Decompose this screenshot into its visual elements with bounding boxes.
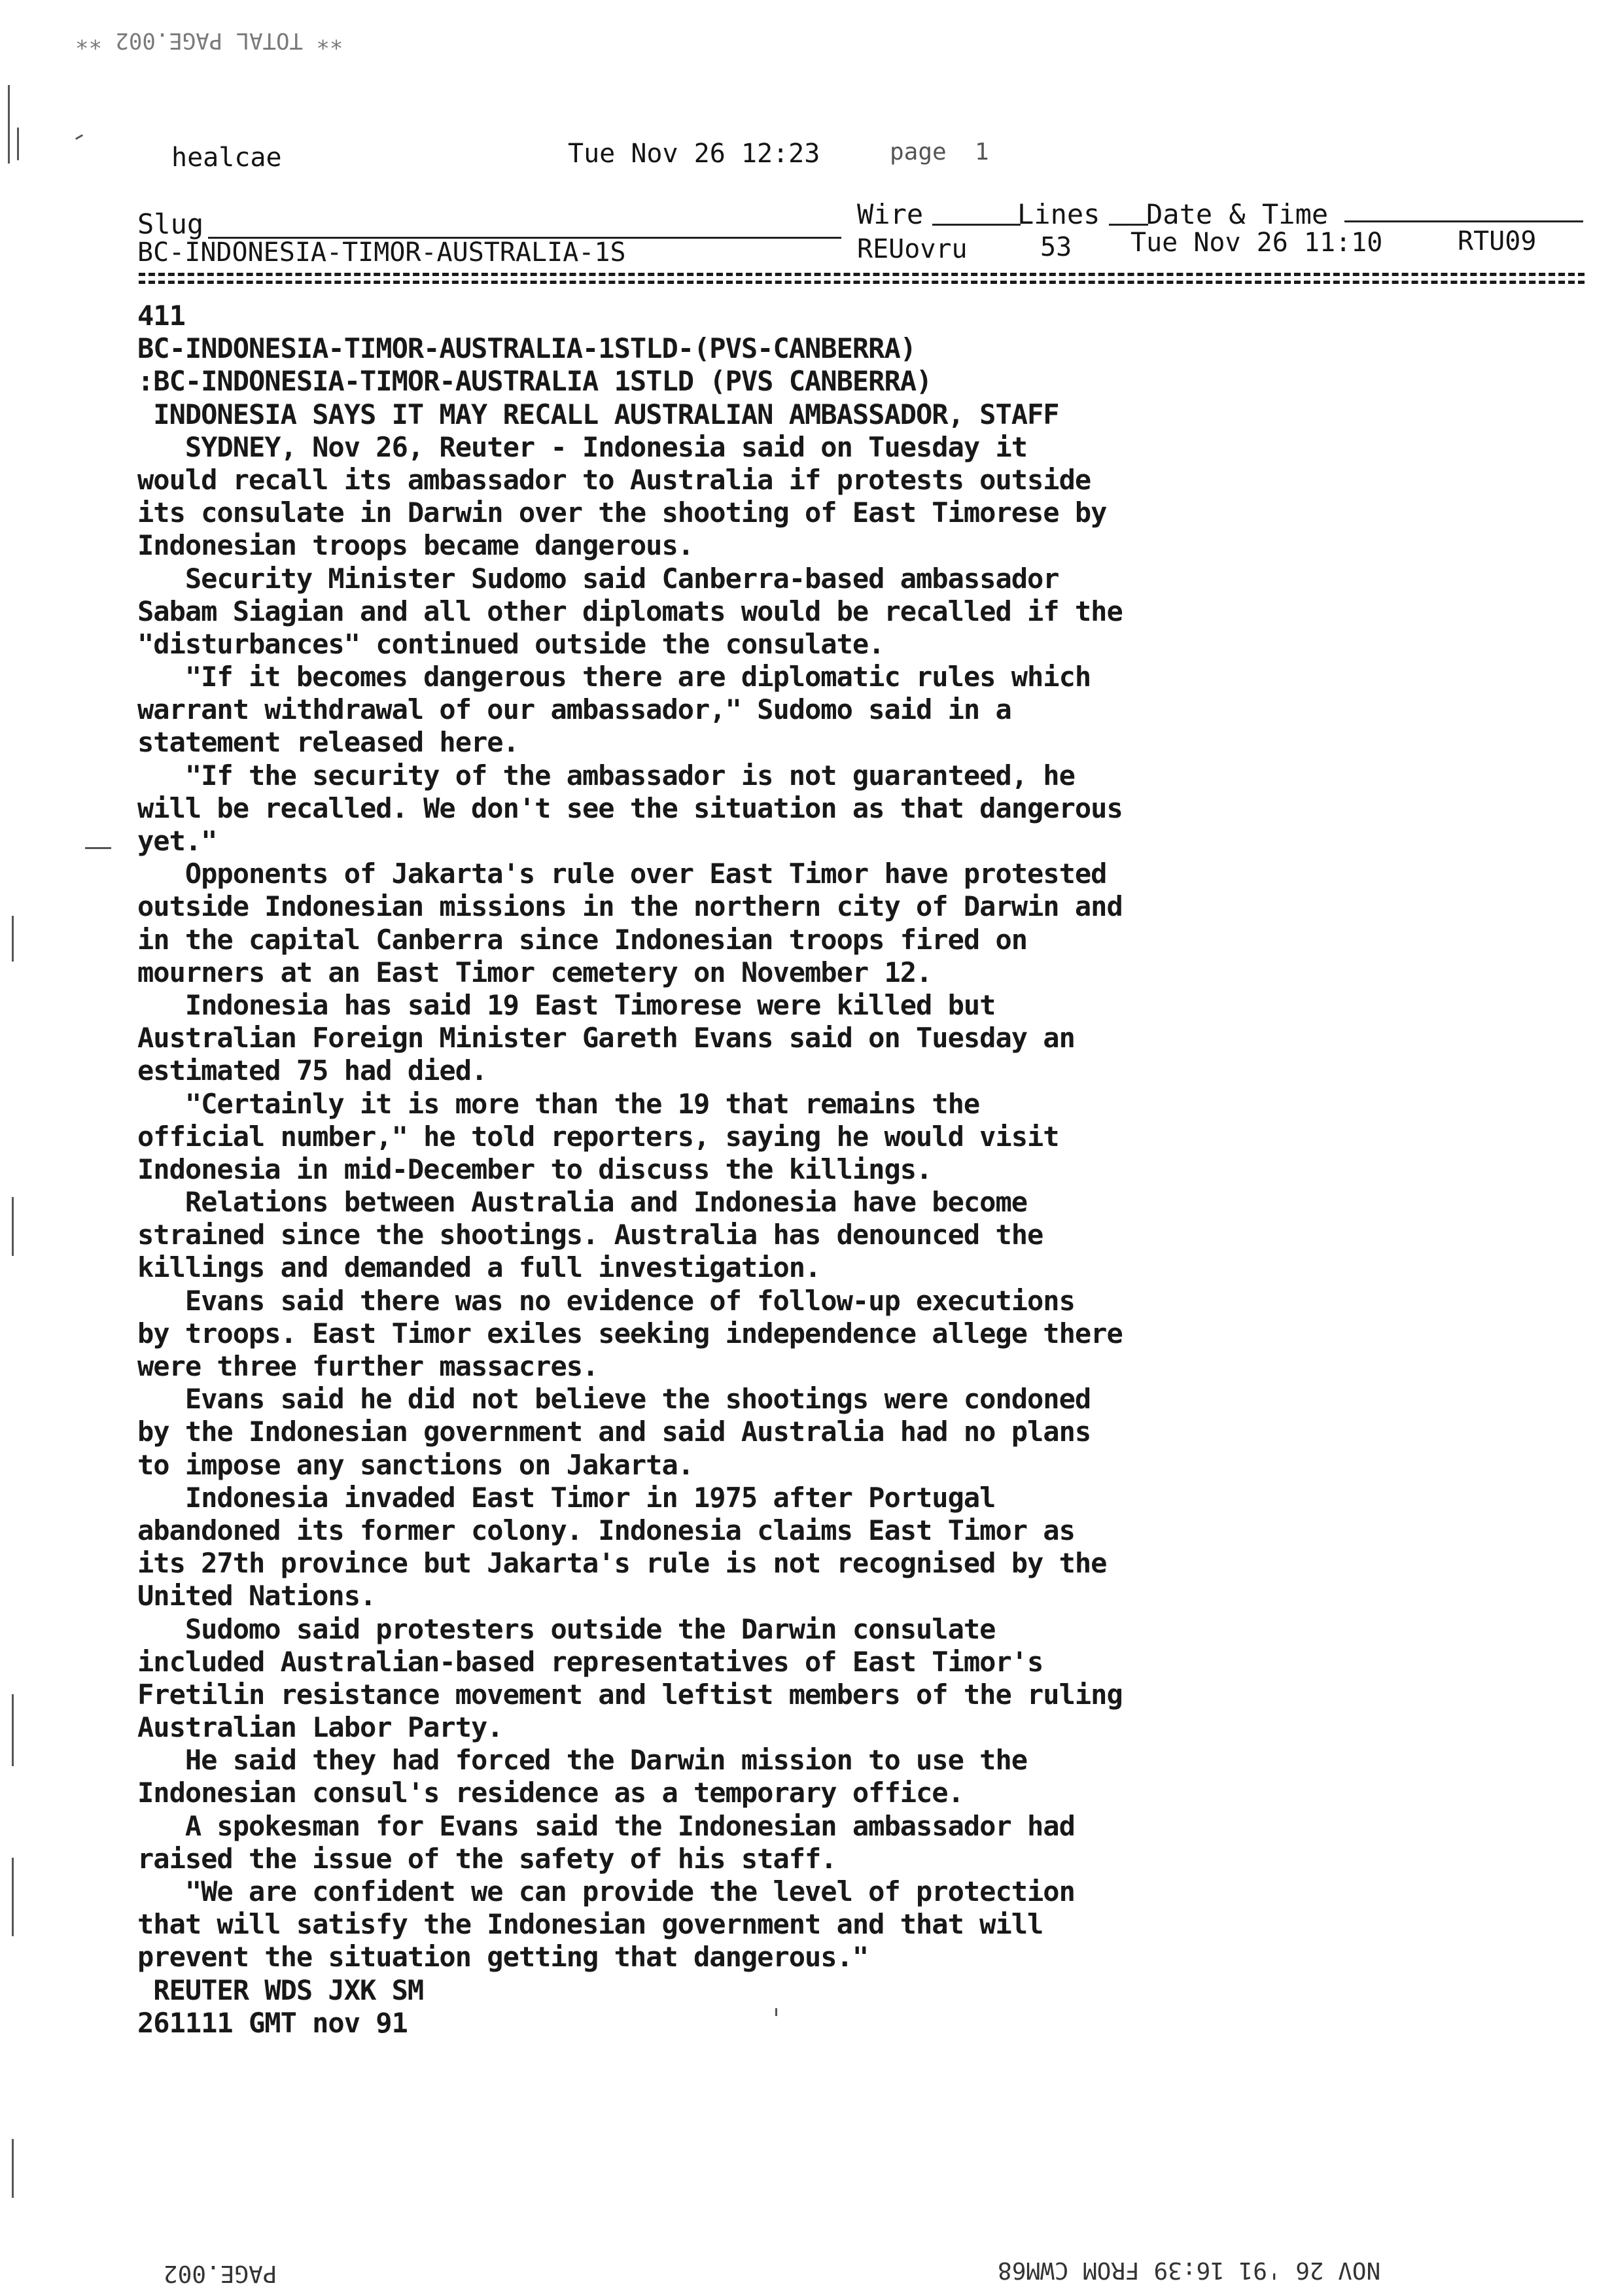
fax-scan-mark [12, 1197, 14, 1256]
story-line: Sabam Siagian and all other diplomats would be recalled if the [137, 595, 1123, 627]
header-divider-top [139, 273, 1585, 276]
fax-scan-mark [12, 2139, 14, 2198]
wire-value: REUovru [857, 234, 968, 264]
print-page-label: page 1 [890, 139, 989, 165]
story-line: estimated 75 had died. [137, 1054, 487, 1087]
fax-total-page-stamp: ** TOTAL PAGE.002 ** [75, 27, 343, 54]
story-line: INDONESIA SAYS IT MAY RECALL AUSTRALIAN AMBASSADOR, STAFF [137, 398, 1059, 430]
story-line: Opponents of Jakarta's rule over East Timor have protested [137, 858, 1107, 890]
story-line: 261111 GMT nov 91 [137, 2006, 408, 2039]
story-line: "disturbances" continued outside the consulate. [137, 627, 885, 660]
fax-scan-mark [775, 2008, 777, 2016]
story-line: included Australian-based representatives of East Timor's [137, 1645, 1043, 1678]
story-line: :BC-INDONESIA-TIMOR-AUSTRALIA 1STLD (PVS CANBERRA) [137, 365, 932, 398]
story-line: official number," he told reporters, saying he would visit [137, 1120, 1059, 1153]
story-line: Australian Foreign Minister Gareth Evans said on Tuesday an [137, 1022, 1075, 1054]
story-line: REUTER WDS JXK SM [137, 1974, 424, 2006]
story-line: warrant withdrawal of our ambassador," Sudomo said in a [137, 693, 1011, 726]
wire-header: Wire [857, 198, 924, 230]
story-line: yet." [137, 825, 217, 857]
story-line: raised the issue of the safety of his staff. [137, 1842, 837, 1875]
lines-underline [1109, 224, 1148, 226]
story-line: killings and demanded a full investigation. [137, 1251, 821, 1284]
fax-scan-mark [12, 1858, 14, 1936]
fax-scan-mark [75, 134, 83, 140]
story-line: to impose any sanctions on Jakarta. [137, 1448, 694, 1481]
fax-scan-mark [12, 1694, 14, 1766]
story-line: Indonesia in mid-December to discuss the killings. [137, 1153, 932, 1185]
story-line: will be recalled. We don't see the situation as that dangerous [137, 791, 1123, 824]
story-line: Sudomo said protesters outside the Darwin consulate [137, 1612, 996, 1645]
story-line: Indonesia invaded East Timor in 1975 after Portugal [137, 1481, 996, 1514]
story-line: mourners at an East Timor cemetery on November 12. [137, 956, 932, 988]
story-line: abandoned its former colony. Indonesia claims East Timor as [137, 1514, 1075, 1546]
story-line: United Nations. [137, 1580, 376, 1612]
story-line: BC-INDONESIA-TIMOR-AUSTRALIA-1STLD-(PVS-CANBERRA) [137, 332, 917, 365]
lines-value: 53 [1040, 232, 1072, 262]
story-line: Indonesian consul's residence as a temporary office. [137, 1777, 964, 1809]
fax-scan-mark [17, 128, 19, 160]
print-timestamp: Tue Nov 26 12:23 [568, 139, 820, 169]
story-line: Relations between Australia and Indonesia have become [137, 1186, 1028, 1219]
story-line: outside Indonesian missions in the northern city of Darwin and [137, 890, 1123, 923]
fax-page-number-stamp: PAGE.002 [164, 2260, 277, 2287]
story-line: that will satisfy the Indonesian government and that will [137, 1908, 1043, 1941]
story-line: Indonesian troops became dangerous. [137, 529, 694, 562]
lines-header: Lines [1017, 198, 1100, 230]
fax-transmission-footer: NOV 26 '91 16:39 FROM CWM68 [998, 2257, 1381, 2284]
header-divider-bottom [139, 281, 1585, 284]
story-line: would recall its ambassador to Australia if protests outside [137, 463, 1091, 496]
story-line: Security Minister Sudomo said Canberra-based ambassador [137, 562, 1059, 595]
story-line: by the Indonesian government and said Australia had no plans [137, 1416, 1091, 1448]
date-time-value: Tue Nov 26 11:10 [1130, 228, 1383, 258]
slug-header: Slug [137, 208, 204, 240]
story-line: He said they had forced the Darwin mission to use the [137, 1744, 1028, 1777]
story-line: Evans said there was no evidence of follow-up executions [137, 1284, 1075, 1317]
story-line: "If the security of the ambassador is not guaranteed, he [137, 759, 1075, 791]
story-line: SYDNEY, Nov 26, Reuter - Indonesia said on Tuesday it [137, 430, 1028, 463]
wire-story-body [137, 300, 1609, 2040]
date-time-underline [1344, 220, 1583, 222]
date-time-header: Date & Time [1146, 198, 1329, 230]
story-id-value: RTU09 [1458, 226, 1537, 256]
fax-scan-mark [12, 916, 14, 962]
story-line: "We are confident we can provide the level of protection [137, 1875, 1075, 1907]
wire-underline [932, 224, 1021, 226]
story-line: Australian Labor Party. [137, 1711, 503, 1744]
story-line: were three further massacres. [137, 1350, 599, 1382]
story-line: "Certainly it is more than the 19 that remains the [137, 1087, 980, 1120]
story-line: "If it becomes dangerous there are diplomatic rules which [137, 661, 1091, 693]
story-line: Fretilin resistance movement and leftist members of the ruling [137, 1678, 1123, 1711]
story-line: strained since the shootings. Australia has denounced the [137, 1219, 1043, 1251]
story-line: prevent the situation getting that dangerous." [137, 1941, 869, 1974]
story-line: by troops. East Timor exiles seeking independence allege there [137, 1317, 1123, 1349]
fax-scan-mark [85, 847, 111, 849]
print-user-id: healcae [171, 143, 282, 173]
story-line: in the capital Canberra since Indonesian troops fired on [137, 923, 1028, 956]
story-line: A spokesman for Evans said the Indonesian ambassador had [137, 1809, 1075, 1842]
fax-scan-mark [8, 85, 10, 164]
story-line: 411 [137, 300, 185, 332]
slug-value: BC-INDONESIA-TIMOR-AUSTRALIA-1S [137, 237, 626, 268]
story-line: its 27th province but Jakarta's rule is not recognised by the [137, 1547, 1107, 1580]
story-line: Evans said he did not believe the shootings were condoned [137, 1383, 1091, 1416]
story-line: statement released here. [137, 726, 519, 759]
story-line: Indonesia has said 19 East Timorese were killed but [137, 988, 996, 1021]
story-line: its consulate in Darwin over the shooting of East Timorese by [137, 496, 1107, 529]
